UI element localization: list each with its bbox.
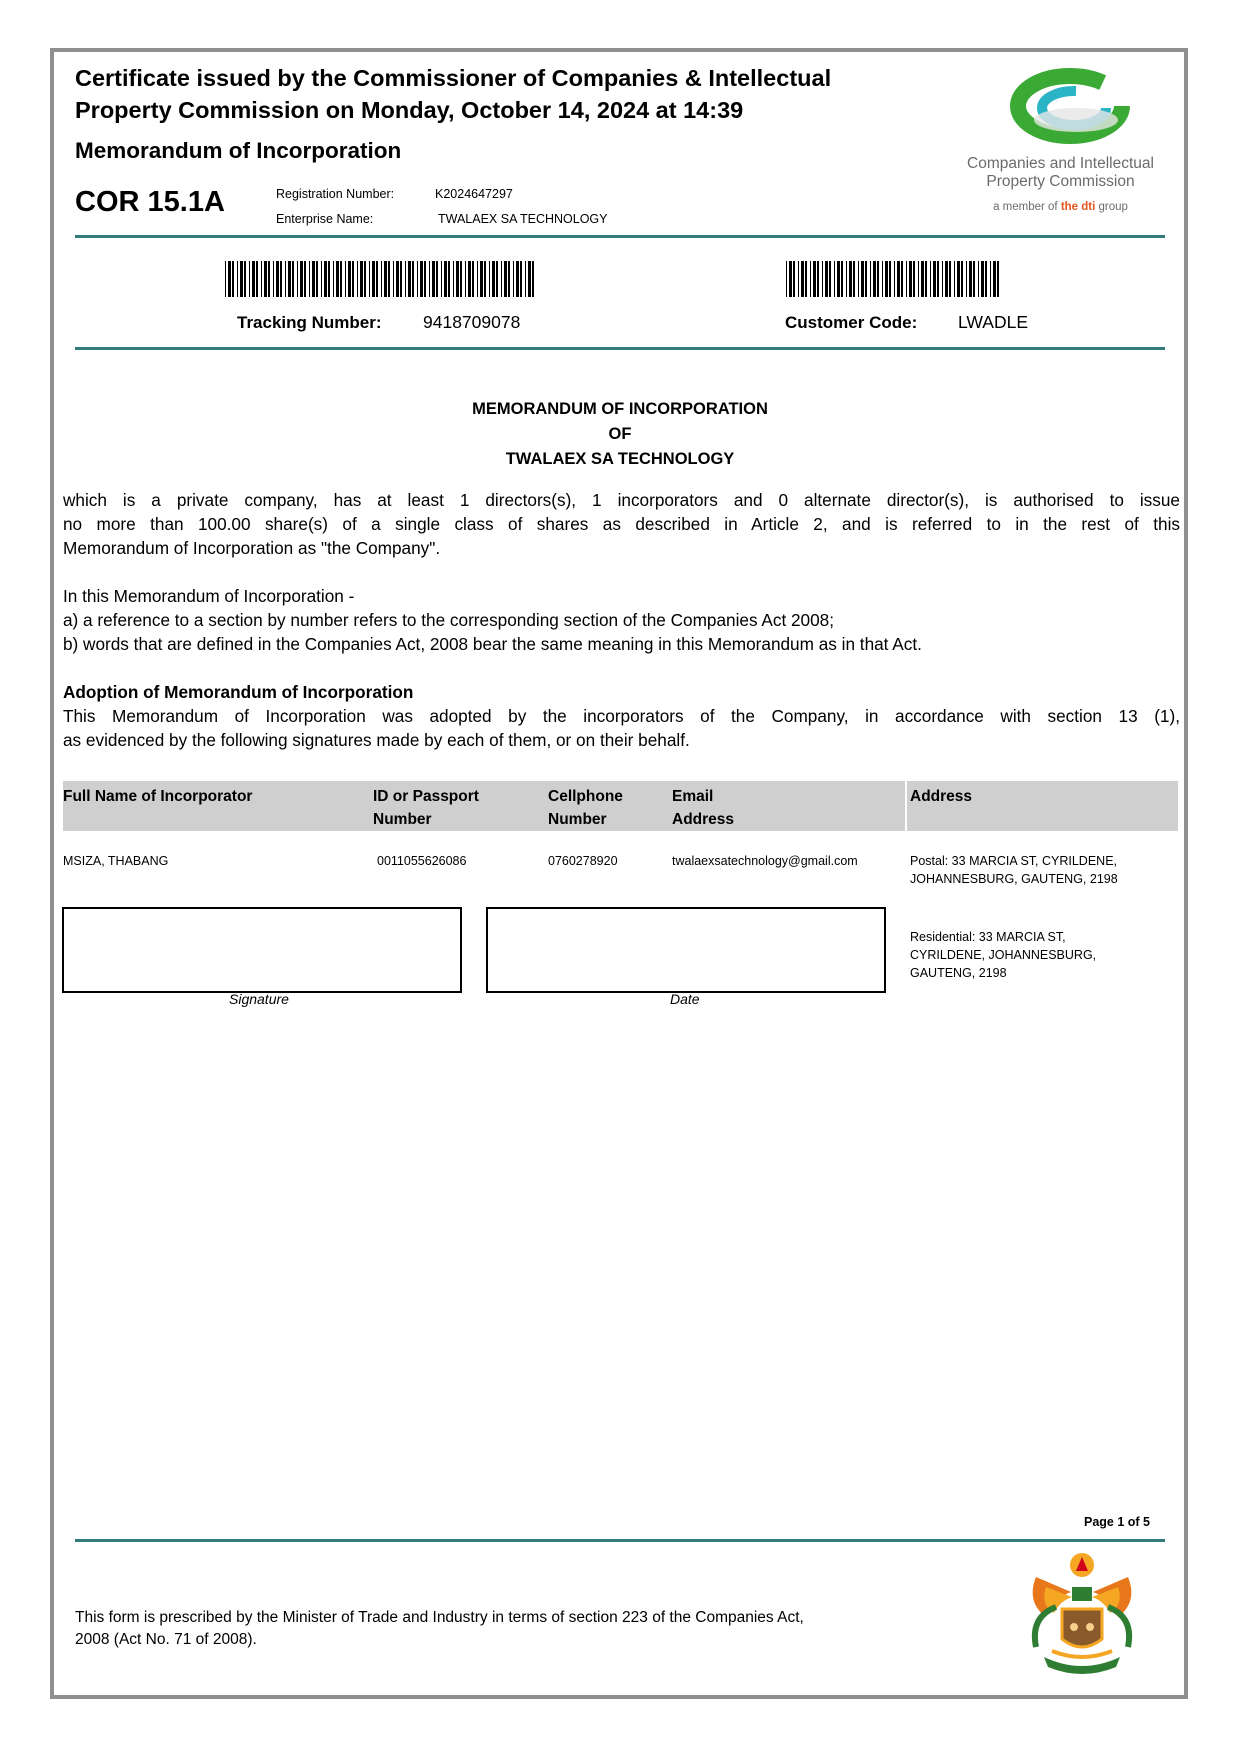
barcode-bar bbox=[894, 261, 895, 297]
enterprise-value: TWALAEX SA TECHNOLOGY bbox=[438, 212, 608, 226]
barcode-bar bbox=[957, 261, 960, 297]
barcode-bar bbox=[865, 261, 867, 297]
definitions-intro: In this Memorandum of Incorporation - bbox=[63, 586, 355, 606]
barcode-bar bbox=[933, 261, 936, 297]
barcode-bar bbox=[396, 261, 399, 297]
document-title-line2: OF bbox=[608, 425, 632, 443]
barcode-bar bbox=[942, 261, 943, 297]
barcode-bar bbox=[945, 261, 948, 297]
barcode-bar bbox=[333, 261, 334, 297]
barcode-bar bbox=[441, 261, 442, 297]
date-box[interactable] bbox=[486, 907, 886, 993]
barcode-bar bbox=[288, 261, 291, 297]
customer-barcode bbox=[786, 261, 1002, 297]
barcode-bar bbox=[889, 261, 891, 297]
barcode-bar bbox=[292, 261, 294, 297]
barcode-bar bbox=[276, 261, 279, 297]
tagline-brand: the dti bbox=[1060, 201, 1096, 213]
barcode-bar bbox=[909, 261, 912, 297]
header-divider bbox=[905, 781, 907, 831]
barcode-bar bbox=[273, 261, 274, 297]
barcode-bar bbox=[453, 261, 454, 297]
barcode-bar bbox=[460, 261, 462, 297]
adoption-line1: This Memorandum of Incorporation was adopted by the incorporators of the Company, in accordance with section 13 (1), bbox=[63, 706, 1180, 726]
header-cell-line1: Cellphone bbox=[548, 788, 623, 805]
barcode-bar bbox=[885, 261, 888, 297]
registration-value: K2024647297 bbox=[435, 187, 513, 201]
header-id-line2: Number bbox=[373, 811, 432, 828]
barcode-bar bbox=[472, 261, 474, 297]
barcode-bar bbox=[990, 261, 991, 297]
barcode-bar bbox=[981, 261, 984, 297]
incorporator-table-header bbox=[63, 781, 1178, 831]
header-email bbox=[672, 785, 734, 831]
form-code: COR 15.1A bbox=[75, 186, 225, 218]
barcode-bar bbox=[925, 261, 927, 297]
barcode-bar bbox=[312, 261, 315, 297]
document-title-line1: MEMORANDUM OF INCORPORATION bbox=[472, 400, 768, 418]
incorporator-cellphone: 0760278920 bbox=[548, 854, 618, 868]
incorporator-name: MSIZA, THABANG bbox=[63, 854, 169, 868]
barcode-bar bbox=[918, 261, 919, 297]
barcode-bar bbox=[793, 261, 795, 297]
registration-label: Registration Number: bbox=[276, 187, 395, 201]
header-cellphone bbox=[548, 785, 623, 831]
barcode-bar bbox=[504, 261, 507, 297]
postal-line2: JOHANNESBURG, GAUTENG, 2198 bbox=[910, 872, 1118, 886]
barcode-bar bbox=[949, 261, 951, 297]
customer-label: Customer Code: bbox=[785, 313, 918, 332]
barcode-bar bbox=[846, 261, 847, 297]
barcode-bar bbox=[837, 261, 840, 297]
barcode-bar bbox=[324, 261, 327, 297]
adoption-section bbox=[63, 680, 1180, 752]
definitions-paragraph bbox=[63, 584, 1180, 656]
barcode-bar bbox=[244, 261, 246, 297]
barcode-bar bbox=[822, 261, 823, 297]
barcode-bar bbox=[420, 261, 423, 297]
barcode-bar bbox=[336, 261, 339, 297]
barcode-bar bbox=[412, 261, 414, 297]
intro-line2: no more than 100.00 share(s) of a single class of shares as described in Article 2, and is referred to in the rest of this bbox=[63, 514, 1180, 534]
barcode-bar bbox=[444, 261, 447, 297]
barcode-bar bbox=[280, 261, 282, 297]
residential-line3: GAUTENG, 2198 bbox=[910, 966, 1007, 980]
document-title bbox=[0, 397, 1240, 472]
barcode-bar bbox=[913, 261, 915, 297]
barcode-bar bbox=[252, 261, 255, 297]
barcode-bar bbox=[786, 261, 787, 297]
adoption-heading: Adoption of Memorandum of Incorporation bbox=[63, 682, 414, 702]
barcode-bar bbox=[340, 261, 342, 297]
tagline-post: group bbox=[1095, 201, 1128, 213]
barcode-bar bbox=[240, 261, 243, 297]
barcode-bar bbox=[789, 261, 792, 297]
barcode-bar bbox=[978, 261, 979, 297]
definition-a: a) a reference to a section by number refers to the corresponding section of the Companies Act 2008; bbox=[63, 610, 835, 630]
barcode-bar bbox=[424, 261, 426, 297]
barcode-bar bbox=[810, 261, 811, 297]
barcode-bar bbox=[456, 261, 459, 297]
barcode-bar bbox=[882, 261, 883, 297]
cipc-tagline bbox=[958, 201, 1163, 213]
barcode-bar bbox=[256, 261, 258, 297]
barcode-bar bbox=[825, 261, 828, 297]
header-email-line2: Address bbox=[672, 811, 735, 828]
barcode-bar bbox=[520, 261, 522, 297]
barcode-bar bbox=[921, 261, 924, 297]
tracking-label: Tracking Number: bbox=[237, 313, 382, 332]
barcode-bar bbox=[448, 261, 450, 297]
barcode-bar bbox=[364, 261, 366, 297]
barcode-bar bbox=[528, 261, 531, 297]
header-email-line1: Email bbox=[672, 788, 714, 805]
barcode-bar bbox=[372, 261, 375, 297]
barcode-bar bbox=[817, 261, 819, 297]
document-title-line3: TWALAEX SA TECHNOLOGY bbox=[505, 450, 735, 468]
prescribed-line1: This form is prescribed by the Minister of Trade and Industry in terms of section 223 of the Companies Act, bbox=[75, 1609, 804, 1626]
certificate-title-line1: Certificate issued by the Commissioner of Companies & Intellectual bbox=[75, 65, 832, 91]
barcode-bar bbox=[321, 261, 322, 297]
barcode-bar bbox=[480, 261, 483, 297]
barcode-bar bbox=[849, 261, 852, 297]
barcode-bar bbox=[352, 261, 354, 297]
cipc-logo-line2: Property Commission bbox=[986, 173, 1135, 190]
prescribed-notice bbox=[75, 1607, 895, 1651]
coat-of-arms-emblem bbox=[1016, 1547, 1148, 1679]
incorporator-id: 0011055626086 bbox=[377, 854, 467, 868]
barcode-bar bbox=[954, 261, 955, 297]
barcode-bar bbox=[468, 261, 471, 297]
incorporator-email: twalaexsatechnology@gmail.com bbox=[672, 854, 858, 868]
barcode-bar bbox=[513, 261, 514, 297]
barcode-bar bbox=[993, 261, 996, 297]
intro-paragraph bbox=[63, 488, 1180, 560]
barcode-bar bbox=[858, 261, 859, 297]
barcode-bar bbox=[405, 261, 406, 297]
barcode-bar bbox=[237, 261, 238, 297]
barcode-bar bbox=[261, 261, 262, 297]
barcode-bar bbox=[228, 261, 231, 297]
barcode-bar bbox=[249, 261, 250, 297]
barcode-bar bbox=[829, 261, 831, 297]
barcode-bar bbox=[429, 261, 430, 297]
barcode-bar bbox=[877, 261, 879, 297]
barcode-bar bbox=[417, 261, 418, 297]
cipc-logo-line1: Companies and Intellectual bbox=[967, 155, 1154, 172]
postal-line1: Postal: 33 MARCIA ST, CYRILDENE, bbox=[910, 854, 1118, 868]
barcode-bar bbox=[309, 261, 310, 297]
tracking-barcode bbox=[225, 261, 535, 297]
footer-rule bbox=[75, 1539, 1165, 1542]
header-id bbox=[373, 785, 479, 831]
intro-line3: Memorandum of Incorporation as "the Company". bbox=[63, 538, 441, 558]
barcode-bar bbox=[393, 261, 394, 297]
barcode-bar bbox=[357, 261, 358, 297]
barcode-bar bbox=[966, 261, 967, 297]
barcode-bar bbox=[297, 261, 298, 297]
prescribed-line2: 2008 (Act No. 71 of 2008). bbox=[75, 1631, 257, 1648]
barcode-bar bbox=[901, 261, 903, 297]
customer-value: LWADLE bbox=[958, 312, 1029, 332]
barcode-bar bbox=[268, 261, 270, 297]
adoption-line2: as evidenced by the following signatures made by each of them, or on their behalf. bbox=[63, 730, 690, 750]
barcode-bar bbox=[408, 261, 411, 297]
barcode-bar bbox=[484, 261, 486, 297]
page-number: Page 1 of 5 bbox=[1084, 1515, 1150, 1529]
barcode-bar bbox=[348, 261, 351, 297]
tracking-rule bbox=[75, 347, 1165, 350]
header-cell-line2: Number bbox=[548, 811, 607, 828]
definition-b: b) words that are defined in the Companies Act, 2008 bear the same meaning in this Memorandum as in that Act. bbox=[63, 634, 922, 654]
barcode-bar bbox=[906, 261, 907, 297]
barcode-bar bbox=[961, 261, 963, 297]
barcode-bar bbox=[813, 261, 816, 297]
header-address: Address bbox=[910, 788, 973, 805]
barcode-bar bbox=[496, 261, 498, 297]
barcode-bar bbox=[328, 261, 330, 297]
barcode-bar bbox=[516, 261, 519, 297]
barcode-bar bbox=[897, 261, 900, 297]
postal-address bbox=[910, 852, 1118, 888]
signature-caption: Signature bbox=[229, 991, 289, 1007]
barcode-bar bbox=[985, 261, 987, 297]
barcode-bar bbox=[436, 261, 438, 297]
barcode-bar bbox=[369, 261, 370, 297]
cipc-logo-icon bbox=[958, 58, 1163, 148]
certificate-title-line2: Property Commission on Monday, October 14, 2024 at 14:39 bbox=[75, 97, 744, 123]
barcode-bar bbox=[997, 261, 999, 297]
barcode-bar bbox=[801, 261, 804, 297]
barcode-bar bbox=[798, 261, 799, 297]
barcode-bar bbox=[853, 261, 855, 297]
barcode-bar bbox=[805, 261, 807, 297]
barcode-bar bbox=[376, 261, 378, 297]
barcode-bar bbox=[930, 261, 931, 297]
barcode-bar bbox=[508, 261, 510, 297]
barcode-bar bbox=[834, 261, 835, 297]
barcode-bar bbox=[465, 261, 466, 297]
header-rule bbox=[75, 235, 1165, 238]
barcode-bar bbox=[232, 261, 234, 297]
barcode-bar bbox=[381, 261, 382, 297]
barcode-bar bbox=[501, 261, 502, 297]
barcode-bar bbox=[400, 261, 402, 297]
barcode-bar bbox=[285, 261, 286, 297]
barcode-bar bbox=[384, 261, 387, 297]
barcode-bar bbox=[360, 261, 363, 297]
barcode-bar bbox=[225, 261, 226, 297]
residential-address bbox=[910, 928, 1096, 982]
certificate-title bbox=[75, 62, 895, 126]
barcode-bar bbox=[489, 261, 490, 297]
barcode-bar bbox=[969, 261, 972, 297]
barcode-bar bbox=[432, 261, 435, 297]
barcode-bar bbox=[388, 261, 390, 297]
barcode-bar bbox=[345, 261, 346, 297]
residential-line1: Residential: 33 MARCIA ST, bbox=[910, 930, 1066, 944]
header-full-name: Full Name of Incorporator bbox=[63, 788, 253, 805]
header-id-line1: ID or Passport bbox=[373, 788, 479, 805]
barcode-bar bbox=[861, 261, 864, 297]
memorandum-heading: Memorandum of Incorporation bbox=[75, 138, 402, 163]
barcode-bar bbox=[304, 261, 306, 297]
barcode-bar bbox=[870, 261, 871, 297]
date-caption: Date bbox=[670, 991, 700, 1007]
coat-of-arms-icon bbox=[1016, 1547, 1148, 1679]
barcode-bar bbox=[492, 261, 495, 297]
barcode-bar bbox=[841, 261, 843, 297]
barcode-bar bbox=[873, 261, 876, 297]
signature-box[interactable] bbox=[62, 907, 462, 993]
barcode-bar bbox=[525, 261, 526, 297]
residential-line2: CYRILDENE, JOHANNESBURG, bbox=[910, 948, 1097, 962]
cipc-logo bbox=[958, 58, 1163, 223]
barcode-bar bbox=[973, 261, 975, 297]
tagline-pre: a member of bbox=[993, 201, 1061, 213]
enterprise-label: Enterprise Name: bbox=[276, 212, 374, 226]
barcode-bar bbox=[300, 261, 303, 297]
barcode-bar bbox=[264, 261, 267, 297]
intro-line1: which is a private company, has at least 1 directors(s), 1 incorporators and 0 alternate director(s), is authorised to issue bbox=[63, 490, 1180, 510]
tracking-value: 9418709078 bbox=[423, 312, 521, 332]
barcode-bar bbox=[477, 261, 478, 297]
barcode-bar bbox=[316, 261, 318, 297]
barcode-bar bbox=[937, 261, 939, 297]
barcode-bar bbox=[532, 261, 534, 297]
